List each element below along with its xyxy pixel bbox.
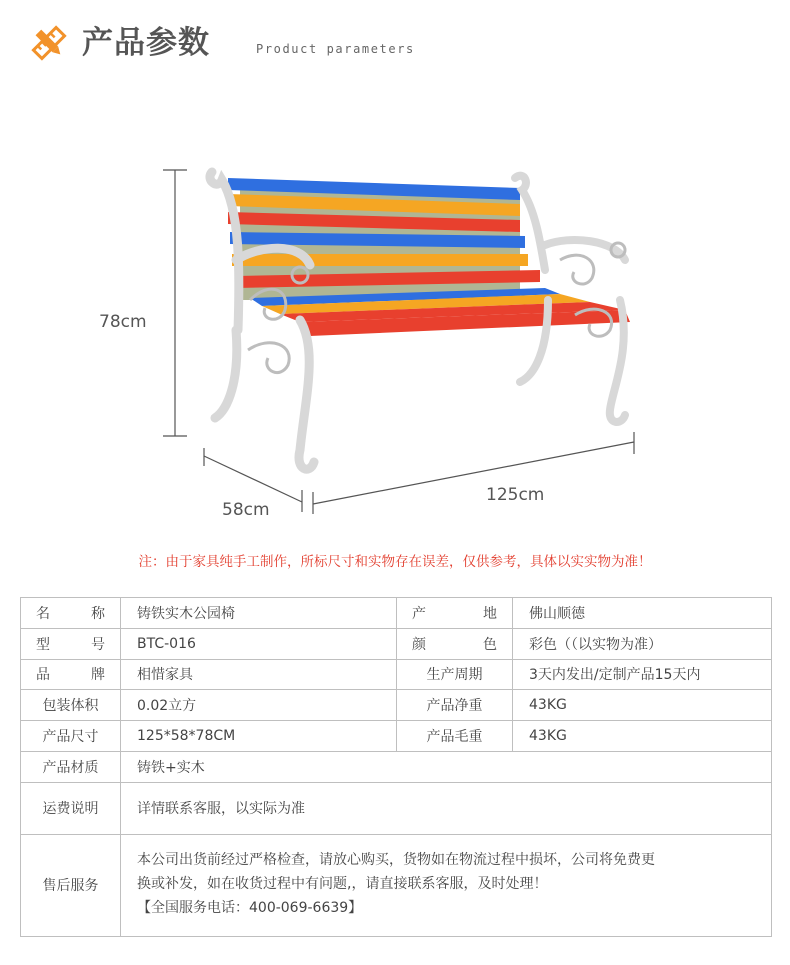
param-label: 产品尺寸	[21, 721, 121, 752]
table-row	[21, 721, 772, 752]
param-label: 产品净重	[397, 690, 513, 721]
param-value: 佛山顺德	[513, 598, 772, 629]
table-row	[21, 628, 772, 659]
depth-dimension-label: 58cm	[222, 500, 270, 520]
bench-illustration	[0, 150, 790, 530]
param-value: 彩色（（以实物为准）	[513, 628, 772, 659]
table-row	[21, 834, 772, 936]
height-dimension-label: 78cm	[99, 312, 147, 332]
param-value: 43KG	[513, 690, 772, 721]
param-label: 产品毛重	[397, 721, 513, 752]
page-title: 产品参数	[82, 25, 210, 61]
param-value: BTC-016	[121, 628, 397, 659]
param-label: 生产周期	[397, 659, 513, 690]
after-sales-line: 本公司出货前经过严格检查，请放心购买，货物如在物流过程中损坏，公司将免费更	[137, 852, 655, 869]
param-label: 产 地	[397, 598, 513, 629]
param-value: 0.02立方	[121, 690, 397, 721]
table-row	[21, 690, 772, 721]
param-value: 相惜家具	[121, 659, 397, 690]
after-sales-line: 换或补发，如在收货过程中有问题,，请直接联系客服，及时处理！	[137, 876, 548, 893]
table-row	[21, 659, 772, 690]
param-value: 铸铁实木公园椅	[121, 598, 397, 629]
table-row	[21, 751, 772, 782]
param-label: 产品材质	[21, 751, 121, 782]
param-value: 详情联系客服，以实际为准	[121, 782, 772, 834]
param-label: 包装体积	[21, 690, 121, 721]
param-label: 型 号	[21, 628, 121, 659]
table-row	[21, 782, 772, 834]
param-label: 售后服务	[21, 834, 121, 936]
service-phone: 【全国服务电话：400-069-6639】	[137, 900, 363, 917]
param-label: 运费说明	[21, 782, 121, 834]
disclaimer-note: 注：由于家具纯手工制作，所标尺寸和实物存在误差，仅供参考，具体以实实物为准！	[138, 554, 652, 570]
pencil-ruler-icon	[28, 22, 70, 64]
section-header	[28, 22, 768, 70]
param-label: 品 牌	[21, 659, 121, 690]
param-value: 3天内发出/定制产品15天内	[513, 659, 772, 690]
parameter-table	[20, 597, 772, 937]
page-subtitle: Product parameters	[256, 42, 415, 56]
param-label: 颜 色	[397, 628, 513, 659]
width-dimension-label: 125cm	[486, 485, 545, 505]
after-sales-text	[121, 834, 772, 936]
param-value: 125*58*78CM	[121, 721, 397, 752]
param-value: 铸铁+实木	[121, 751, 772, 782]
param-label: 名 称	[21, 598, 121, 629]
table-row	[21, 598, 772, 629]
param-value: 43KG	[513, 721, 772, 752]
